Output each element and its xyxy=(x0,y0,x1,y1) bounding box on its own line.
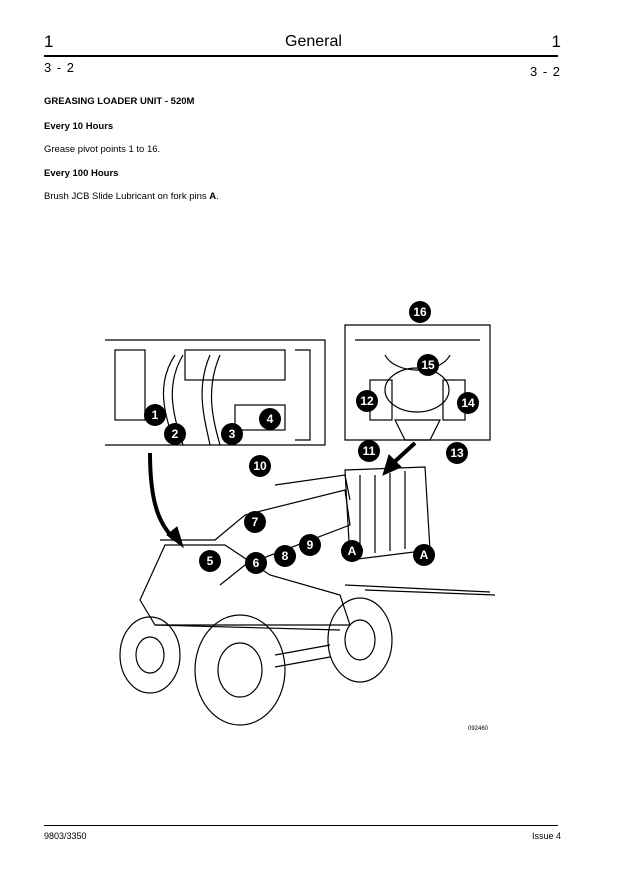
callout-1-label: 1 xyxy=(151,408,159,422)
callout-16 xyxy=(409,301,431,323)
section-number-left: 1 xyxy=(44,32,54,51)
issue-number: Issue 4 xyxy=(531,831,561,841)
callout-4 xyxy=(259,408,281,430)
callout-1 xyxy=(144,404,166,426)
loader-greasing-diagram xyxy=(95,295,515,765)
callout-5 xyxy=(199,550,221,572)
doc-number: 9803/3350 xyxy=(44,831,87,841)
callout-16-label: 16 xyxy=(413,305,427,319)
callout-3 xyxy=(221,423,243,445)
section-number-right: 1 xyxy=(551,32,561,51)
callout-12-label: 12 xyxy=(360,394,374,408)
callout-8-label: 8 xyxy=(281,549,289,563)
instruction-100-hours-end: . xyxy=(216,191,219,202)
page-ref-right: 3 - 2 xyxy=(529,64,561,79)
callout-13-label: 13 xyxy=(450,446,464,460)
page-ref-left: 3 - 2 xyxy=(44,60,76,75)
header-rule xyxy=(44,55,558,57)
instruction-100-hours xyxy=(44,191,219,202)
heading-every-100-hours: Every 100 Hours xyxy=(44,168,119,179)
callout-a-right-label: A xyxy=(419,548,429,562)
callout-14 xyxy=(457,392,479,414)
instruction-10-hours: Grease pivot points 1 to 16. xyxy=(44,144,161,155)
callout-3-label: 3 xyxy=(228,427,236,441)
callout-13 xyxy=(446,442,468,464)
callout-15 xyxy=(417,354,439,376)
instruction-100-hours-text: Brush JCB Slide Lubricant on fork pins xyxy=(44,191,210,202)
callout-2 xyxy=(164,423,186,445)
callout-2-label: 2 xyxy=(171,427,179,441)
callout-8 xyxy=(274,545,296,567)
callout-5-label: 5 xyxy=(206,554,214,568)
callout-a-right xyxy=(413,544,435,566)
callout-14-label: 14 xyxy=(461,396,475,410)
callout-12 xyxy=(356,390,378,412)
heading-every-10-hours: Every 10 Hours xyxy=(44,121,114,132)
boom-pivot-inset xyxy=(105,340,325,445)
callout-a-left-label: A xyxy=(347,544,357,558)
callout-10 xyxy=(249,455,271,477)
callout-7-label: 7 xyxy=(251,515,259,529)
loader-illustration xyxy=(95,295,515,765)
callout-15-label: 15 xyxy=(421,358,435,372)
callout-10-label: 10 xyxy=(253,459,267,473)
carriage-inset xyxy=(345,325,490,440)
footer-rule xyxy=(44,825,558,826)
fork-pin-ref: A xyxy=(209,191,217,202)
callout-11-label: 11 xyxy=(362,444,376,458)
callout-9-label: 9 xyxy=(306,538,314,552)
figure-reference: 092460 xyxy=(468,726,489,732)
callout-6-label: 6 xyxy=(252,556,260,570)
callout-a-left xyxy=(341,540,363,562)
callout-7 xyxy=(244,511,266,533)
callout-9 xyxy=(299,534,321,556)
section-title: GREASING LOADER UNIT - 520M xyxy=(44,96,195,107)
callout-6 xyxy=(245,552,267,574)
page-title: General xyxy=(285,33,342,50)
callout-11 xyxy=(358,440,380,462)
callout-4-label: 4 xyxy=(266,412,274,426)
telehandler-body xyxy=(120,467,495,725)
